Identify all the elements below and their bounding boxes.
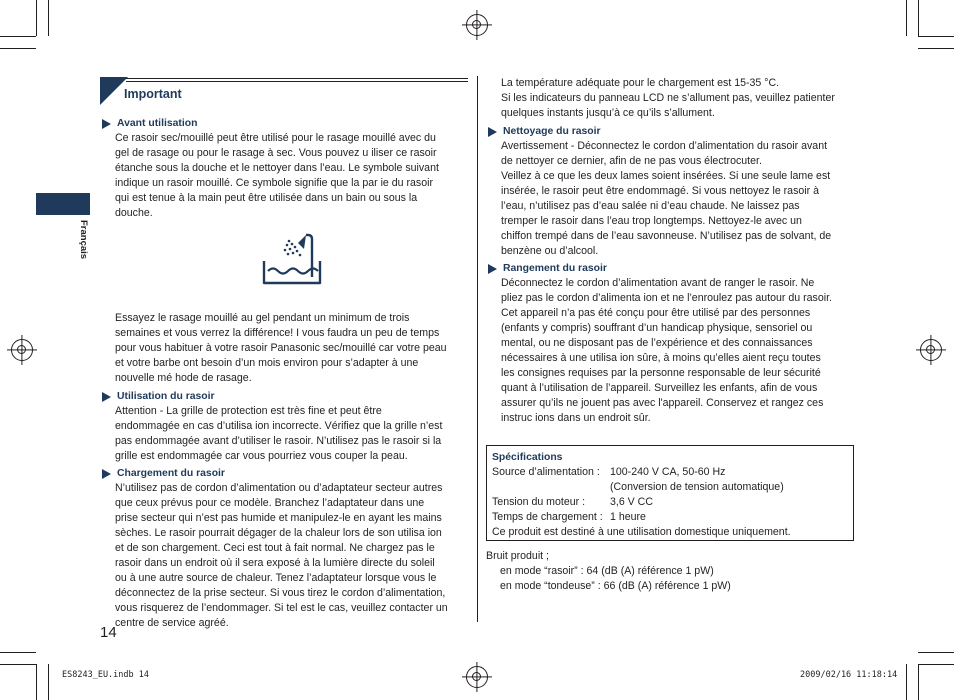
crop-mark bbox=[918, 664, 954, 665]
registration-mark-icon bbox=[920, 339, 942, 361]
text-line: Avertissement - Déconnectez le cordon d’alimentation du rasoir avant bbox=[501, 140, 828, 152]
language-label: Français bbox=[78, 220, 89, 260]
noise-label: Bruit produit ; bbox=[486, 550, 550, 562]
text-line: insérée, le rasoir peut être endommagé. Si vous nettoyez le rasoir à bbox=[501, 185, 819, 197]
text-line: nouvelle mé hode de rasage. bbox=[115, 372, 252, 384]
section-body bbox=[115, 481, 468, 631]
text-line: et de son chargement. Ceci est tout à fait normal. Ne chargez pas le bbox=[115, 542, 435, 554]
text-line: Attention - La grille de protection est très fine et peut être bbox=[115, 405, 382, 417]
crop-mark bbox=[36, 0, 37, 36]
noise-line: en mode “tondeuse” : 66 (dB (A) référence 1 pW) bbox=[500, 580, 731, 592]
important-header bbox=[100, 77, 468, 107]
text-line: douche. bbox=[115, 207, 153, 219]
text-line: étanche sous la douche et le nettoyer dans l’eau. Le symbole suivant bbox=[115, 162, 439, 174]
text-line: instruc ions dans un endroit sûr. bbox=[501, 412, 651, 424]
section-heading bbox=[100, 389, 468, 404]
section-body-after-icon bbox=[115, 311, 468, 386]
text-line: Déconnectez le cordon d’alimentation avant de ranger le rasoir. Ne bbox=[501, 277, 815, 289]
spec-row bbox=[492, 465, 848, 480]
section-body bbox=[115, 404, 468, 464]
spec-label bbox=[492, 480, 610, 495]
crop-mark bbox=[0, 48, 36, 49]
section-body bbox=[115, 131, 468, 221]
crop-mark bbox=[36, 664, 37, 700]
section-heading bbox=[486, 261, 858, 276]
specifications-title: Spécifications bbox=[492, 452, 563, 463]
spec-value: 100-240 V CA, 50-60 Hz bbox=[610, 466, 726, 478]
left-column bbox=[100, 116, 468, 633]
text-line: gel de rasage ou pour le rasage à sec. Vous pouvez u iliser ce rasoir bbox=[115, 147, 437, 159]
text-line: assurer qu’ils ne jouent pas avec l'appareil. Conservez et rangez ces bbox=[501, 397, 824, 409]
footer-date: 2009/02/16 11:18:14 bbox=[800, 670, 898, 680]
crop-mark bbox=[918, 652, 954, 653]
text-line: vous risquerez de l’endommager. Si tel est le cas, veuillez contacter un bbox=[115, 602, 448, 614]
text-line: prise secteur qui n’est pas humide et manipulez-le en ayant les mains bbox=[115, 512, 442, 524]
column-divider bbox=[477, 76, 478, 622]
crop-mark bbox=[918, 36, 954, 37]
registration-mark-icon bbox=[11, 339, 33, 361]
section-title: Chargement du rasoir bbox=[117, 468, 225, 479]
text-line: l’eau, n’utilisez pas d’eau salée ni d’eau chaude. Ne laissez pas bbox=[501, 200, 800, 212]
crop-mark bbox=[0, 664, 36, 665]
text-line: sèches. Le rasoir pourrait dégager de la chaleur lors de son utilisa ion bbox=[115, 527, 442, 539]
text-line: (enfants y compris) souffrant d’un handicap physique, sensoriel ou bbox=[501, 322, 813, 334]
text-line: quelques instants jusqu’à ce qu’ils s’allument. bbox=[501, 107, 715, 119]
right-column bbox=[486, 76, 858, 428]
charging-intro bbox=[501, 76, 858, 121]
text-line: ou à une autre source de chaleur. Tenez l’adaptateur lorsque vous le bbox=[115, 572, 437, 584]
spec-value: 3,6 V CC bbox=[610, 496, 653, 508]
spec-row bbox=[492, 510, 848, 525]
text-line: semaines et vous verrez la différence! I vous faudra un peu de temps bbox=[115, 327, 440, 339]
text-line: N’utilisez pas de cordon d’alimentation ou d’adaptateur secteur autres bbox=[115, 482, 443, 494]
text-line: de nettoyer ce dernier, afin de ne pas vous électrocuter. bbox=[501, 155, 762, 167]
section-utilisation bbox=[100, 389, 468, 464]
section-arrow-icon bbox=[102, 119, 111, 129]
specifications-box bbox=[486, 445, 854, 541]
crop-mark bbox=[48, 664, 49, 700]
section-avant-utilisation bbox=[100, 116, 468, 386]
section-heading bbox=[486, 124, 858, 139]
noise-info bbox=[486, 549, 731, 594]
section-rangement bbox=[486, 261, 858, 426]
section-title: Utilisation du rasoir bbox=[117, 391, 215, 402]
spec-value: 1 heure bbox=[610, 511, 646, 523]
text-line: rasoir dans un endroit où il sera exposé à la lumière directe du soleil bbox=[115, 557, 435, 569]
text-line: qui est tenue à la main peut être utilisée dans un bain ou sous la bbox=[115, 192, 418, 204]
text-line: indique un rasoir mouillé. Ce symbole signifie que la par ie du rasoir bbox=[115, 177, 433, 189]
spec-label: Tension du moteur : bbox=[492, 496, 586, 508]
section-arrow-icon bbox=[102, 469, 111, 479]
spec-label: Temps de chargement : bbox=[492, 511, 603, 523]
spec-row bbox=[492, 495, 848, 510]
text-line: chiffon trempé dans de l’eau savonneuse. N’utilisez pas de solvant, de bbox=[501, 230, 832, 242]
text-line: Si les indicateurs du panneau LCD ne s’allument pas, veuillez patienter bbox=[501, 92, 835, 104]
section-heading bbox=[100, 116, 468, 131]
text-line: centre de service agréé. bbox=[115, 617, 229, 629]
bath-icon-wrap bbox=[115, 221, 468, 297]
text-line: quant à l’utilisation de l’appareil. Surveillez les enfants, afin de vous bbox=[501, 382, 818, 394]
spec-value: (Conversion de tension automatique) bbox=[610, 481, 784, 493]
crop-mark bbox=[0, 36, 36, 37]
text-line: Cet appareil n’a pas été conçu pour être utilisé par des personnes bbox=[501, 307, 811, 319]
crop-mark bbox=[906, 664, 907, 700]
spec-row bbox=[492, 480, 848, 495]
section-arrow-icon bbox=[488, 127, 497, 137]
text-line: les consignes requises par la personne responsable de leur sécurité bbox=[501, 367, 821, 379]
section-arrow-icon bbox=[488, 264, 497, 274]
text-line: pliez pas le cordon d’alimenta ion et ne l’enroulez pas autour du rasoir. bbox=[501, 292, 832, 304]
crop-mark bbox=[918, 664, 919, 700]
text-line: que ceux prévus pour ce modèle. Branchez l’adaptateur dans une bbox=[115, 497, 425, 509]
text-line: La température adéquate pour le chargement est 15-35 °C. bbox=[501, 77, 780, 89]
text-line: pas endommagée avant d’utiliser le rasoir. N’utilisez pas le rasoir si la bbox=[115, 435, 442, 447]
crop-mark bbox=[48, 0, 49, 36]
text-line: déconnectez de la prise secteur. Si vous tirez le cordon d’alimentation, bbox=[115, 587, 446, 599]
header-rule bbox=[126, 78, 468, 82]
section-body bbox=[501, 276, 858, 426]
registration-mark-icon bbox=[466, 14, 488, 36]
page-number: 14 bbox=[100, 624, 117, 641]
footer-file: ES8243_EU.indb 14 bbox=[62, 670, 149, 680]
section-chargement bbox=[100, 466, 468, 631]
registration-mark-icon bbox=[466, 666, 488, 688]
text-line: et votre barbe ont besoin d’un mois environ pour s’adapter à une bbox=[115, 357, 419, 369]
crop-mark bbox=[918, 48, 954, 49]
important-title: Important bbox=[124, 87, 182, 101]
bath-shower-icon bbox=[262, 233, 322, 287]
section-title: Avant utilisation bbox=[117, 118, 198, 129]
text-line: nécessaires à une utilisa ion sûre, à moins qu’elles aient reçu toutes bbox=[501, 352, 821, 364]
text-line: mental, ou ne disposant pas de l’expérience et des connaissances bbox=[501, 337, 813, 349]
section-body bbox=[501, 139, 858, 259]
section-title: Nettoyage du rasoir bbox=[503, 126, 601, 137]
text-line: endommagée en cas d’utilisa ion incorrecte. Vérifiez que la grille n’est bbox=[115, 420, 443, 432]
text-line: benzène ou d’alcool. bbox=[501, 245, 599, 257]
spec-label: Source d’alimentation : bbox=[492, 466, 600, 478]
text-line: Ce rasoir sec/mouillé peut être utilisé pour le rasage mouillé avec du bbox=[115, 132, 436, 144]
section-nettoyage bbox=[486, 124, 858, 259]
noise-line: en mode “rasoir” : 64 (dB (A) référence 1 pW) bbox=[500, 565, 714, 577]
crop-mark bbox=[0, 652, 36, 653]
text-line: tremper le rasoir dans l’eau trop longtemps. Nettoyez-le avec un bbox=[501, 215, 802, 227]
section-heading bbox=[100, 466, 468, 481]
language-tab bbox=[36, 193, 90, 215]
section-arrow-icon bbox=[102, 392, 111, 402]
text-line: pour vous habituer à votre rasoir Panasonic sec/mouillé car votre peau bbox=[115, 342, 447, 354]
text-line: grille est endommagée car vous pourriez vous couper la peau. bbox=[115, 450, 408, 462]
section-title: Rangement du rasoir bbox=[503, 263, 607, 274]
crop-mark bbox=[906, 0, 907, 36]
text-line: Essayez le rasage mouillé au gel pendant un minimum de trois bbox=[115, 312, 410, 324]
text-line: Veillez à ce que les deux lames soient insérées. Si une seule lame est bbox=[501, 170, 831, 182]
spec-note: Ce produit est destiné à une utilisation domestique uniquement. bbox=[492, 526, 791, 538]
crop-mark bbox=[918, 0, 919, 36]
